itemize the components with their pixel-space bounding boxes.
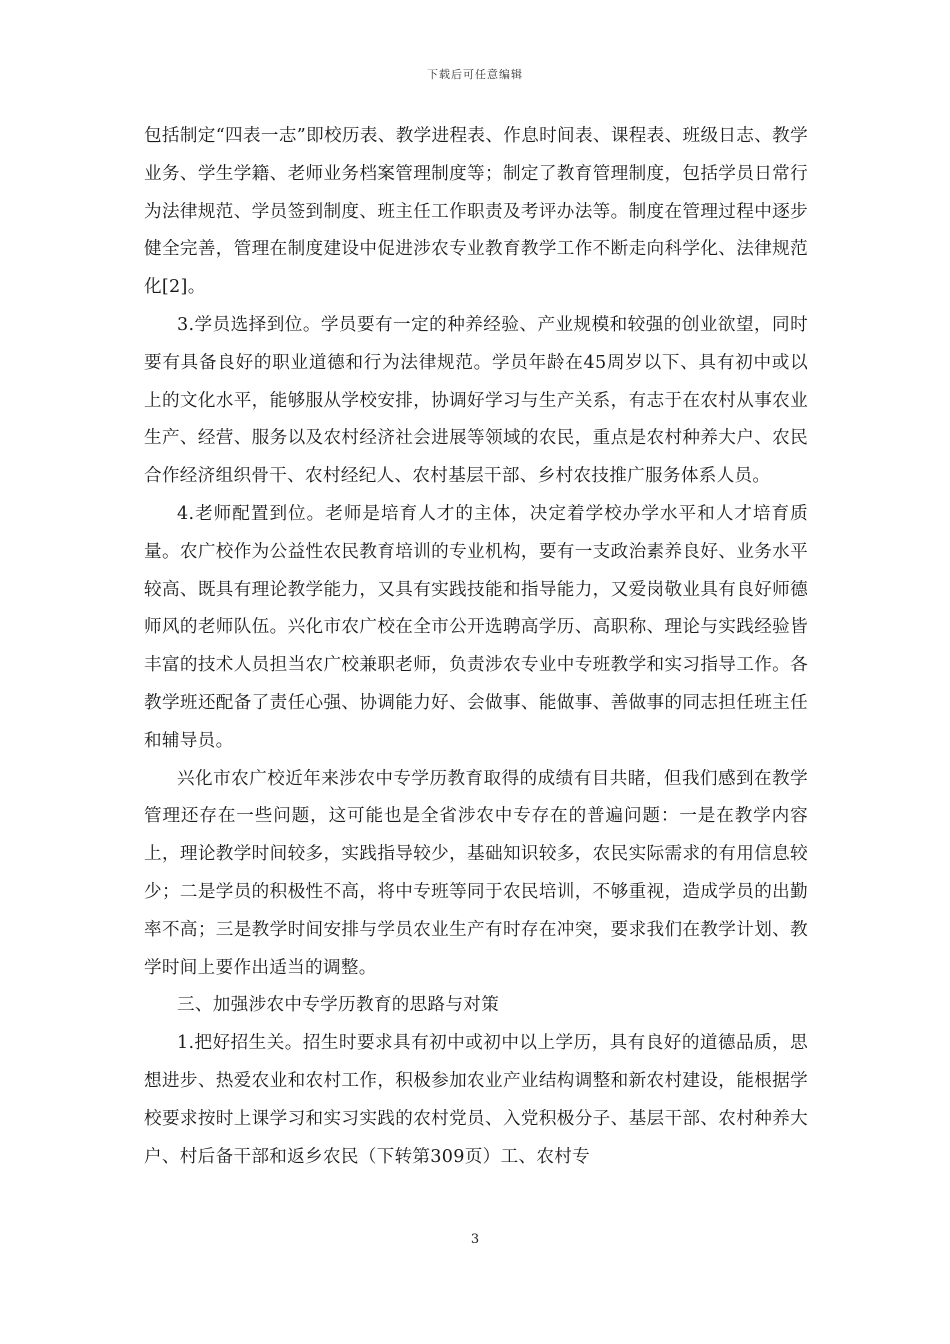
paragraph-student-selection: 3.学员选择到位。学员要有一定的种养经验、产业规模和较强的创业欲望，同时要有具备良好的职业道德和行为法律规范。学员年龄在45周岁以下、具有初中或以上的文化水平，能够服从学校安排，协调好学习与生产关系，有志于在农村从事农业生产、经营、服务以及农村经济社会进展等领域的农民，重点是农村种养大户、农民合作经济组织骨干、农村经纪人、农村基层干部、乡村农技推广服务体系人员。 xyxy=(144,314,808,487)
page-header: 下载后可任意编辑 xyxy=(427,68,523,81)
paragraph-existing-problems: 兴化市农广校近年来涉农中专学历教育取得的成绩有目共睹，但我们感到在教学管理还存在一些问题，这可能也是全省涉农中专存在的普遍问题：一是在教学内容上，理论教学时间较多，实践指导较少，基础知识较多，农民实际需求的有用信息较少；二是学员的积极性不高，将中专班等同于农民培训，不够重视，造成学员的出勤率不高；三是教学时间安排与学员农业生产有时存在冲突，要求我们在教学计划、教学时间上要作出适当的调整。 xyxy=(144,768,808,978)
document-body xyxy=(144,118,808,1176)
section-heading-strategies: 三、加强涉农中专学历教育的思路与对策 xyxy=(177,995,500,1016)
paragraph-teacher-allocation: 4.老师配置到位。老师是培育人才的主体，决定着学校办学水平和人才培育质量。农广校作为公益性农民教育培训的专业机构，要有一支政治素养良好、业务水平较高、既具有理论教学能力，又具有实践技能和指导能力，又爱岗敬业具有良好师德师风的老师队伍。兴化市农广校在全市公开选聘高学历、高职称、理论与实践经验皆丰富的技术人员担当农广校兼职老师，负责涉农专业中专班教学和实习指导工作。各教学班还配备了责任心强、协调能力好、会做事、能做事、善做事的同志担任班主任和辅导员。 xyxy=(144,503,808,751)
paragraph-enrollment: 1.把好招生关。招生时要求具有初中或初中以上学历，具有良好的道德品质，思想进步、热爱农业和农村工作，积极参加农业产业结构调整和新农村建设，能根据学校要求按时上课学习和实习实践的农村党员、入党积极分子、基层干部、农村种养大户、村后备干部和返乡农民（下转第309页）工、农村专 xyxy=(144,1033,808,1167)
page-number: 3 xyxy=(470,1232,480,1247)
paragraph-management-system: 包括制定“四表一志”即校历表、教学进程表、作息时间表、课程表、班级日志、教学业务、学生学籍、老师业务档案管理制度等；制定了教育管理制度，包括学员日常行为法律规范、学员签到制度、班主任工作职责及考评办法等。制度在管理过程中逐步健全完善，管理在制度建设中促进涉农专业教育教学工作不断走向科学化、法律规范化[2]。 xyxy=(144,126,808,298)
